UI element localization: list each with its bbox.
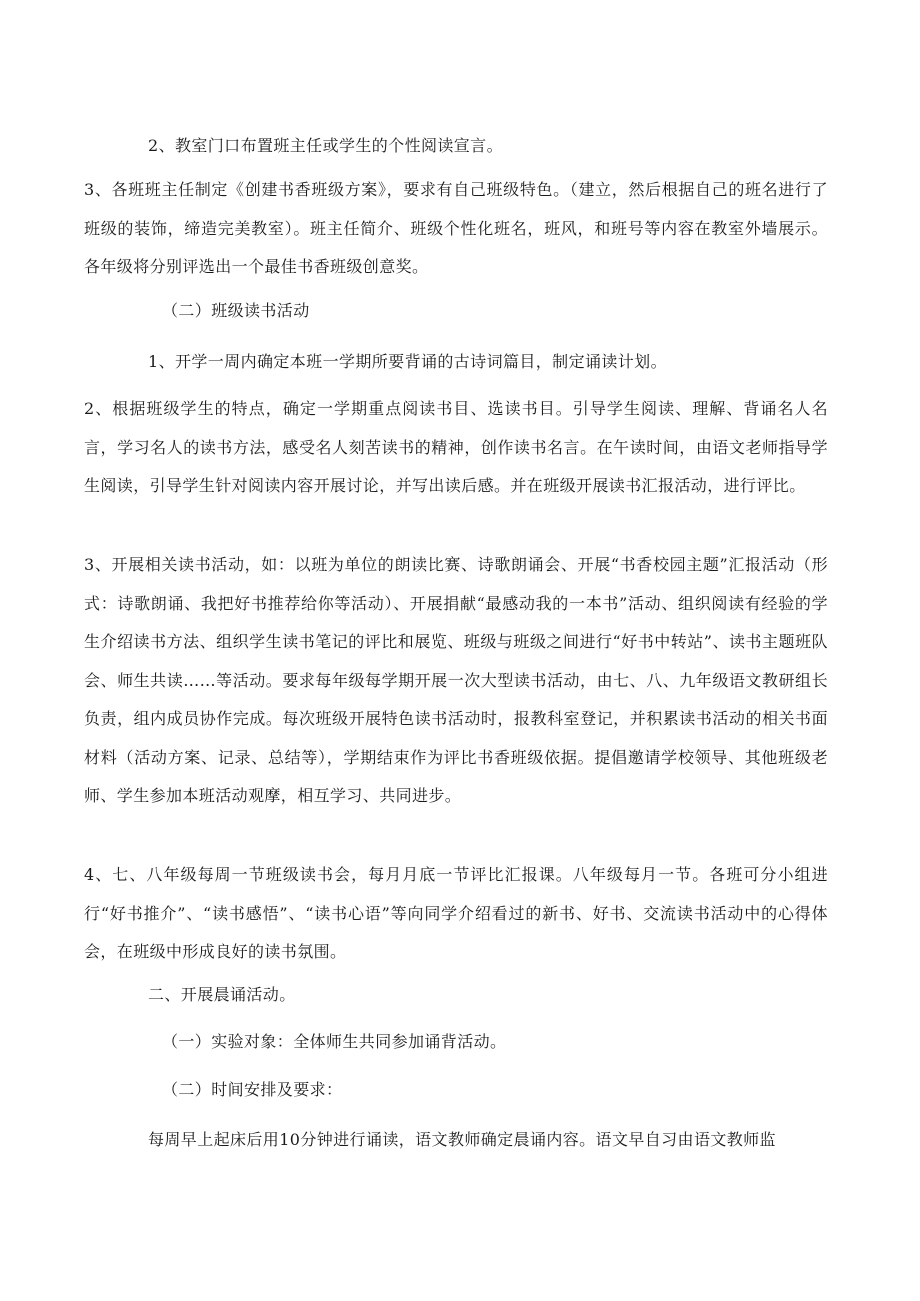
paragraph-reading-events: 3、开展相关读书活动，如：以班为单位的朗读比赛、诗歌朗诵会、开展“书香校园主题”汇报活动（形式：诗歌朗诵、我把好书推荐给你等活动）、开展捐献“最感动我的一本书”活动、组织阅读有经验的学生介绍读书方法、组织学生读书笔记的评比和展览、班级与班级之间进行“好书中转站”、读书主题班队会、师生共读……等活动。要求每年级每学期开展一次大型读书活动，由七、八、九年级语文教研组长负责，组内成员协作完成。每次班级开展特色读书活动时，报教科室登记，并积累读书活动的相关书面材料（活动方案、记录、总结等），学期结束作为评比书香班级依据。提倡邀请学校领导、其他班级老师、学生参加本班活动观摩，相互学习、共同进步。 bbox=[84, 555, 828, 805]
paragraph-weekly-reading-club: 4、七、八年级每周一节班级读书会，每月月底一节评比汇报课。八年级每月一节。各班可分小组进行“好书推介”、“读书感悟”、“读书心语”等向同学介绍看过的新书、好书、交流读书活动中的心得体会，在班级中形成良好的读书氛围。 bbox=[84, 865, 828, 961]
paragraph-classroom-door-declaration: 2、教室门口布置班主任或学生的个性阅读宣言。 bbox=[148, 136, 503, 155]
heading-schedule-requirements: （二）时间安排及要求： bbox=[162, 1080, 343, 1099]
heading-class-reading-activities: （二）班级读书活动 bbox=[162, 301, 310, 320]
paragraph-class-plan: 3、各班班主任制定《创建书香班级方案》，要求有自己班级特色。（建立，然后根据自己的班名进行了班级的装饰，缔造完美教室）。班主任简介、班级个性化班名，班风，和班号等内容在教室外墙展示。各年级将分别评选出一个最佳书香班级创意奖。 bbox=[84, 180, 828, 276]
heading-morning-recitation: 二、开展晨诵活动。 bbox=[148, 985, 296, 1004]
paragraph-reading-list: 2、根据班级学生的特点，确定一学期重点阅读书目、选读书目。引导学生阅读、理解、背诵名人名言，学习名人的读书方法，感受名人刻苦读书的精神，创作读书名言。在午读时间，由语文老师指导学生阅读，引导学生针对阅读内容开展讨论，并写出读后感。并在班级开展读书汇报活动，进行评比。 bbox=[84, 399, 828, 495]
paragraph-morning-schedule: 每周早上起床后用10分钟进行诵读，语文教师确定晨诵内容。语文早自习由语文教师监 bbox=[148, 1130, 776, 1149]
paragraph-poetry-plan: 1、开学一周内确定本班一学期所要背诵的古诗词篇目，制定诵读计划。 bbox=[148, 352, 667, 371]
paragraph-participants: （一）实验对象：全体师生共同参加诵背活动。 bbox=[162, 1032, 507, 1051]
